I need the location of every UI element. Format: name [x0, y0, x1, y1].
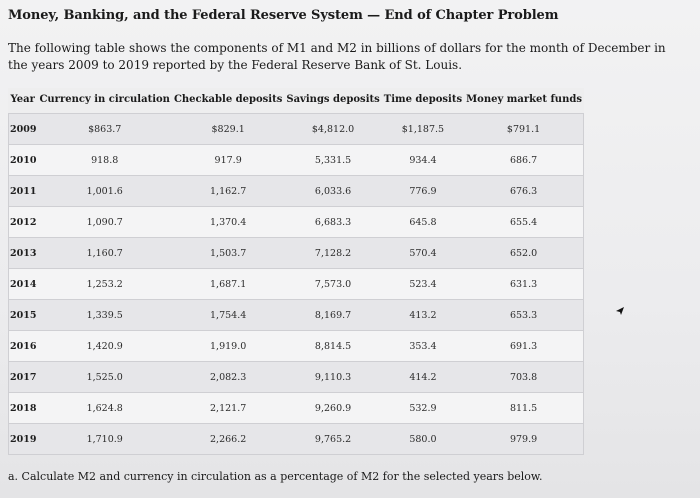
- page-title: Money, Banking, and the Federal Reserve System — End of Chapter Problem: [8, 8, 559, 23]
- cell-checkable: 1,687.1: [172, 268, 284, 299]
- cell-currency: 1,160.7: [37, 237, 171, 268]
- cell-savings: 8,814.5: [284, 330, 381, 361]
- cell-year: 2014: [8, 268, 37, 299]
- cell-checkable: 2,082.3: [172, 361, 284, 392]
- table-row: [8, 299, 584, 330]
- cell-currency: 1,253.2: [37, 268, 171, 299]
- cell-currency: 1,420.9: [37, 330, 171, 361]
- cell-money-market: 811.5: [464, 392, 584, 423]
- cell-year: 2017: [8, 361, 37, 392]
- cell-money-market: 703.8: [464, 361, 584, 392]
- table-row: [8, 268, 584, 299]
- intro-text: The following table shows the components of M1 and M2 in billions of dollars for the month of December in the years 2009 to 2019 reported by the Federal Reserve Bank of St. Louis.: [8, 41, 666, 72]
- cell-time: 414.2: [382, 361, 464, 392]
- header-currency: Currency in circulation: [37, 88, 171, 113]
- cell-currency: 1,339.5: [37, 299, 171, 330]
- cell-checkable: 1,919.0: [172, 330, 284, 361]
- cell-currency: 1,525.0: [37, 361, 171, 392]
- table-row: [8, 175, 584, 206]
- cell-savings: 7,573.0: [284, 268, 381, 299]
- cell-savings: 7,128.2: [284, 237, 381, 268]
- cell-time: 353.4: [382, 330, 464, 361]
- table-row: [8, 361, 584, 392]
- table-row: [8, 113, 584, 144]
- data-table-container: [8, 88, 582, 455]
- cell-money-market: 652.0: [464, 237, 584, 268]
- cell-checkable: 917.9: [172, 144, 284, 175]
- table-body: [8, 113, 584, 455]
- table-row: [8, 237, 584, 268]
- cell-currency: 1,624.8: [37, 392, 171, 423]
- cell-currency: 1,710.9: [37, 423, 171, 455]
- table-row: [8, 392, 584, 423]
- cell-year: 2015: [8, 299, 37, 330]
- cell-checkable: 1,754.4: [172, 299, 284, 330]
- cell-money-market: 979.9: [464, 423, 584, 455]
- header-savings: Savings deposits: [284, 88, 381, 113]
- cell-time: 523.4: [382, 268, 464, 299]
- header-time: Time deposits: [382, 88, 464, 113]
- header-checkable: Checkable deposits: [172, 88, 284, 113]
- header-money-market: Money market funds: [464, 88, 584, 113]
- cell-savings: 9,260.9: [284, 392, 381, 423]
- cell-time: 580.0: [382, 423, 464, 455]
- table-row: [8, 423, 584, 455]
- cell-savings: 6,683.3: [284, 206, 381, 237]
- cell-year: 2013: [8, 237, 37, 268]
- cell-money-market: 686.7: [464, 144, 584, 175]
- money-components-table: [8, 88, 584, 455]
- cell-savings: 8,169.7: [284, 299, 381, 330]
- header-year: Year: [8, 88, 37, 113]
- cell-checkable: $829.1: [172, 113, 284, 144]
- cell-year: 2010: [8, 144, 37, 175]
- cell-savings: 9,110.3: [284, 361, 381, 392]
- cell-time: $1,187.5: [382, 113, 464, 144]
- cell-money-market: 631.3: [464, 268, 584, 299]
- cell-year: 2012: [8, 206, 37, 237]
- cell-year: 2009: [8, 113, 37, 144]
- cell-checkable: 1,162.7: [172, 175, 284, 206]
- cell-currency: 1,001.6: [37, 175, 171, 206]
- cell-checkable: 1,370.4: [172, 206, 284, 237]
- cell-year: 2016: [8, 330, 37, 361]
- cell-time: 413.2: [382, 299, 464, 330]
- table-header-row: [8, 88, 584, 113]
- cell-checkable: 2,266.2: [172, 423, 284, 455]
- cell-time: 570.4: [382, 237, 464, 268]
- cell-currency: 918.8: [37, 144, 171, 175]
- question-a: a. Calculate M2 and currency in circulation as a percentage of M2 for the selected years below.: [8, 470, 543, 483]
- cell-currency: $863.7: [37, 113, 171, 144]
- table-row: [8, 330, 584, 361]
- cell-checkable: 2,121.7: [172, 392, 284, 423]
- cell-time: 645.8: [382, 206, 464, 237]
- cell-checkable: 1,503.7: [172, 237, 284, 268]
- cell-time: 532.9: [382, 392, 464, 423]
- cell-money-market: 691.3: [464, 330, 584, 361]
- table-row: [8, 144, 584, 175]
- cell-savings: 9,765.2: [284, 423, 381, 455]
- cell-time: 934.4: [382, 144, 464, 175]
- cell-money-market: 653.3: [464, 299, 584, 330]
- cell-time: 776.9: [382, 175, 464, 206]
- cell-money-market: 676.3: [464, 175, 584, 206]
- cell-savings: 5,331.5: [284, 144, 381, 175]
- table-row: [8, 206, 584, 237]
- cell-money-market: 655.4: [464, 206, 584, 237]
- cursor-icon: [615, 306, 625, 316]
- cell-year: 2019: [8, 423, 37, 455]
- cell-savings: 6,033.6: [284, 175, 381, 206]
- cell-year: 2018: [8, 392, 37, 423]
- cell-year: 2011: [8, 175, 37, 206]
- cell-currency: 1,090.7: [37, 206, 171, 237]
- cell-savings: $4,812.0: [284, 113, 381, 144]
- cell-money-market: $791.1: [464, 113, 584, 144]
